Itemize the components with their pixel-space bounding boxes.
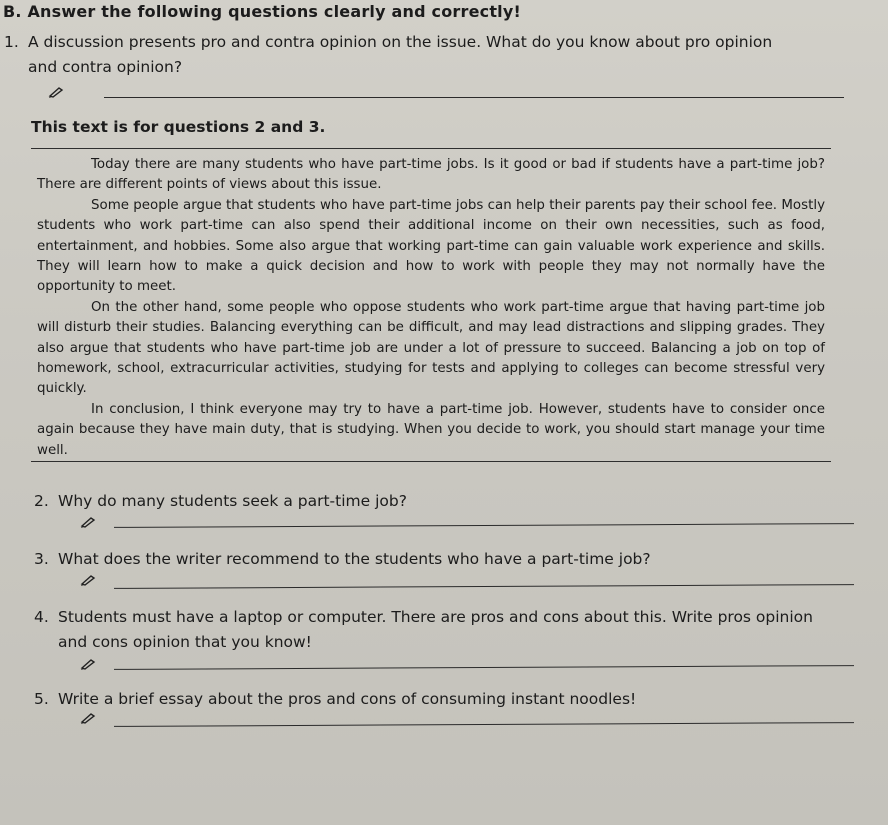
passage-paragraph-3: On the other hand, some people who oppose students who work part-time argue that having part-time job will disturb their studies. Balancing everything can be difficult, and may lead distractions and slipping grades. They also argue that students who have part-time job are under a lot of pressure to succeed. Balancing a job on top of homework, school, extracurricular activities, studying for tests and applying to colleges can become stressful very quickly.: [37, 299, 825, 397]
reading-passage: [31, 148, 831, 462]
question-number: 4.: [34, 608, 49, 626]
answer-line-1[interactable]: [104, 97, 844, 98]
pencil-icon: [80, 574, 96, 586]
question-text-line1: A discussion presents pro and contra opinion on the issue. What do you know about pro opinion: [28, 33, 773, 51]
section-title: B. Answer the following questions clearly and correctly!: [3, 2, 521, 21]
question-number: 5.: [34, 690, 49, 708]
question-1: [4, 30, 854, 80]
passage-paragraph-4: In conclusion, I think everyone may try to have a part-time job. However, students have to consider once again because they have main duty, that is studying. When you decide to work, you should start manage your time well.: [37, 401, 825, 458]
question-number: 1.: [4, 33, 19, 51]
pencil-icon: [80, 516, 96, 528]
question-text: What does the writer recommend to the students who have a part-time job?: [58, 550, 651, 568]
answer-line-2[interactable]: [114, 523, 854, 528]
question-4: [34, 605, 874, 655]
passage-paragraph-2: Some people argue that students who have part-time jobs can help their parents pay their school fee. Mostly students who work part-time can also spend their additional income on their own necessities, such as food, entertainment, and hobbies. Some also argue that working part-time can gain valuable work experience and skills. They will learn how to make a quick decision and how to work with people they may not normally have the opportunity to meet.: [37, 197, 825, 295]
question-text: Why do many students seek a part-time job?: [58, 492, 407, 510]
answer-line-5[interactable]: [114, 722, 854, 727]
pencil-icon: [80, 712, 96, 724]
pencil-icon: [80, 658, 96, 670]
pencil-icon: [48, 86, 64, 98]
question-3: [34, 547, 651, 572]
answer-line-3[interactable]: [114, 584, 854, 589]
question-text-line2: and cons opinion that you know!: [58, 633, 312, 651]
question-2: [34, 489, 407, 514]
passage-intro: This text is for questions 2 and 3.: [31, 118, 326, 136]
question-text: Write a brief essay about the pros and cons of consuming instant noodles!: [58, 690, 637, 708]
question-text-line1: Students must have a laptop or computer. There are pros and cons about this. Write pros opinion: [58, 608, 813, 626]
question-number: 2.: [34, 492, 49, 510]
question-text-line2: and contra opinion?: [28, 58, 183, 76]
passage-paragraph-1: Today there are many students who have part-time jobs. Is it good or bad if students have a part-time job? There are different points of views about this issue.: [37, 157, 825, 193]
answer-line-4[interactable]: [114, 665, 854, 670]
question-5: [34, 687, 636, 712]
question-number: 3.: [34, 550, 49, 568]
